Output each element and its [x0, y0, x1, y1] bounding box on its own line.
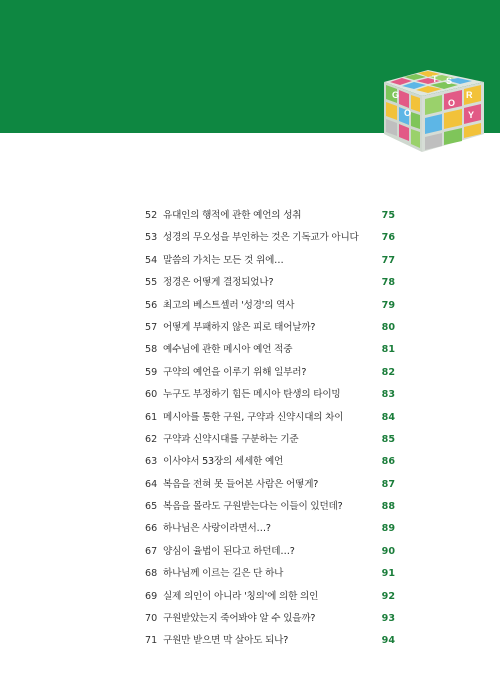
- toc-entry-title: 말씀의 가치는 모든 것 위에…: [163, 254, 284, 266]
- toc-entry-number: 63: [145, 456, 158, 468]
- toc-entry[interactable]: [145, 295, 395, 317]
- toc-entry-page: 83: [381, 389, 395, 401]
- toc-entry-page: 87: [381, 478, 395, 490]
- toc-entry-number: 57: [145, 321, 158, 333]
- toc-entry-number: 56: [145, 299, 158, 311]
- toc-entry[interactable]: [145, 384, 395, 406]
- toc-entry-number: 52: [145, 210, 158, 221]
- toc-entry-title: 구원만 받으면 막 살아도 되나?: [163, 635, 289, 647]
- toc-entry[interactable]: [145, 250, 395, 272]
- toc-entry-title: 실제 의인이 아니라 '칭의'에 의한 의인: [163, 590, 319, 602]
- toc-entry[interactable]: [145, 339, 395, 361]
- toc-entry-title: 양심이 율법이 된다고 하던데…?: [163, 545, 295, 557]
- toc-entry-page: 88: [381, 501, 395, 513]
- toc-entry-number: 54: [145, 254, 158, 266]
- toc-entry-number: 60: [145, 389, 158, 401]
- toc-entry-title: 하나님은 사랑이라면서…?: [163, 523, 271, 535]
- toc-entry-number: 69: [145, 590, 158, 602]
- toc-entry[interactable]: [145, 563, 395, 585]
- cube-letter-o: O: [404, 108, 412, 118]
- toc-entry-title: 정경은 어떻게 결정되었나?: [163, 277, 274, 289]
- toc-entry-page: 81: [381, 344, 395, 356]
- cube-letter-t: T: [432, 74, 438, 84]
- toc-entry-number: 70: [145, 613, 158, 625]
- toc-entry-title: 구약과 신약시대를 구분하는 기준: [163, 433, 299, 445]
- toc-entry-page: 82: [381, 366, 395, 378]
- toc-entry-page: 89: [381, 523, 395, 535]
- toc-entry[interactable]: [145, 630, 395, 652]
- toc-entry-page: 85: [381, 433, 395, 445]
- toc-entry-number: 68: [145, 568, 158, 580]
- toc-entry-number: 58: [145, 344, 158, 356]
- toc-entry-page: 94: [381, 635, 395, 647]
- toc-entry-page: 86: [381, 456, 395, 468]
- toc-entry-title: 유대인의 행적에 관한 예언의 성취: [163, 210, 302, 221]
- toc-entry-page: 77: [381, 254, 395, 266]
- toc-entry-title: 누구도 부정하기 힘든 메시아 탄생의 타이밍: [163, 389, 341, 401]
- toc-entry[interactable]: [145, 518, 395, 540]
- toc-entry-page: 76: [381, 232, 395, 244]
- toc-entry-title: 어떻게 부패하지 않은 피로 태어날까?: [163, 321, 316, 333]
- cube-letter-g: G: [392, 90, 400, 100]
- toc-entry-page: 91: [381, 568, 395, 580]
- toc-entry-number: 66: [145, 523, 158, 535]
- rubiks-cube-icon: [380, 68, 488, 154]
- toc-entry[interactable]: [145, 362, 395, 384]
- toc-entry-number: 64: [145, 478, 158, 490]
- toc-entry[interactable]: [145, 272, 395, 294]
- toc-entry[interactable]: [145, 586, 395, 608]
- toc-entry[interactable]: [145, 541, 395, 563]
- toc-entry-number: 53: [145, 232, 158, 244]
- toc-entry-page: 92: [381, 590, 395, 602]
- toc-entry[interactable]: [145, 608, 395, 630]
- toc-entry-number: 65: [145, 501, 158, 513]
- toc-entry-number: 62: [145, 433, 158, 445]
- toc-entry[interactable]: [145, 317, 395, 339]
- toc-entry-title: 최고의 베스트셀러 '성경'의 역사: [163, 299, 295, 311]
- toc-entry-title: 복음을 몰라도 구원받는다는 이들이 있던데?: [163, 501, 343, 513]
- cube-letter-o2: O: [448, 98, 456, 108]
- toc-entry-title: 메시아를 통한 구원, 구약과 신약시대의 차이: [163, 411, 344, 423]
- toc-entry-title: 구약의 예언을 이루기 위해 일부러?: [163, 366, 307, 378]
- toc-entry-title: 성경의 무오성을 부인하는 것은 기독교가 아니다: [163, 232, 359, 244]
- toc-entry-page: 80: [381, 321, 395, 333]
- cube-letter-y: Y: [468, 110, 475, 120]
- toc-entry-number: 71: [145, 635, 158, 647]
- toc-entry-title: 이사야서 53장의 세세한 예언: [163, 456, 284, 468]
- toc-entry-page: 79: [381, 299, 395, 311]
- toc-entry[interactable]: [145, 496, 395, 518]
- toc-entry-number: 61: [145, 411, 158, 423]
- toc-entry[interactable]: [145, 451, 395, 473]
- toc-entry-title: 복음을 전혀 못 들어본 사람은 어떻게?: [163, 478, 319, 490]
- toc-entry-page: 84: [381, 411, 395, 423]
- toc-entry-number: 59: [145, 366, 158, 378]
- cube-letter-r: R: [466, 90, 473, 100]
- toc-entry[interactable]: [145, 205, 395, 227]
- toc-entry-page: 90: [381, 545, 395, 557]
- toc-entry-page: 78: [381, 277, 395, 289]
- toc-entry-number: 55: [145, 277, 158, 289]
- toc-entry-title: 구원받았는지 죽어봐야 알 수 있을까?: [163, 613, 316, 625]
- toc-entry-title: 하나님께 이르는 길은 단 하나: [163, 568, 284, 580]
- table-of-contents: [145, 205, 395, 653]
- toc-entry-number: 67: [145, 545, 158, 557]
- toc-entry[interactable]: [145, 407, 395, 429]
- toc-entry[interactable]: [145, 227, 395, 249]
- toc-entry-page: 93: [381, 613, 395, 625]
- toc-entry-page: 75: [381, 210, 395, 221]
- toc-entry[interactable]: [145, 474, 395, 496]
- toc-entry[interactable]: [145, 429, 395, 451]
- toc-entry-title: 예수님에 관한 메시아 예언 적중: [163, 344, 293, 356]
- cube-letter-s: S: [446, 76, 453, 86]
